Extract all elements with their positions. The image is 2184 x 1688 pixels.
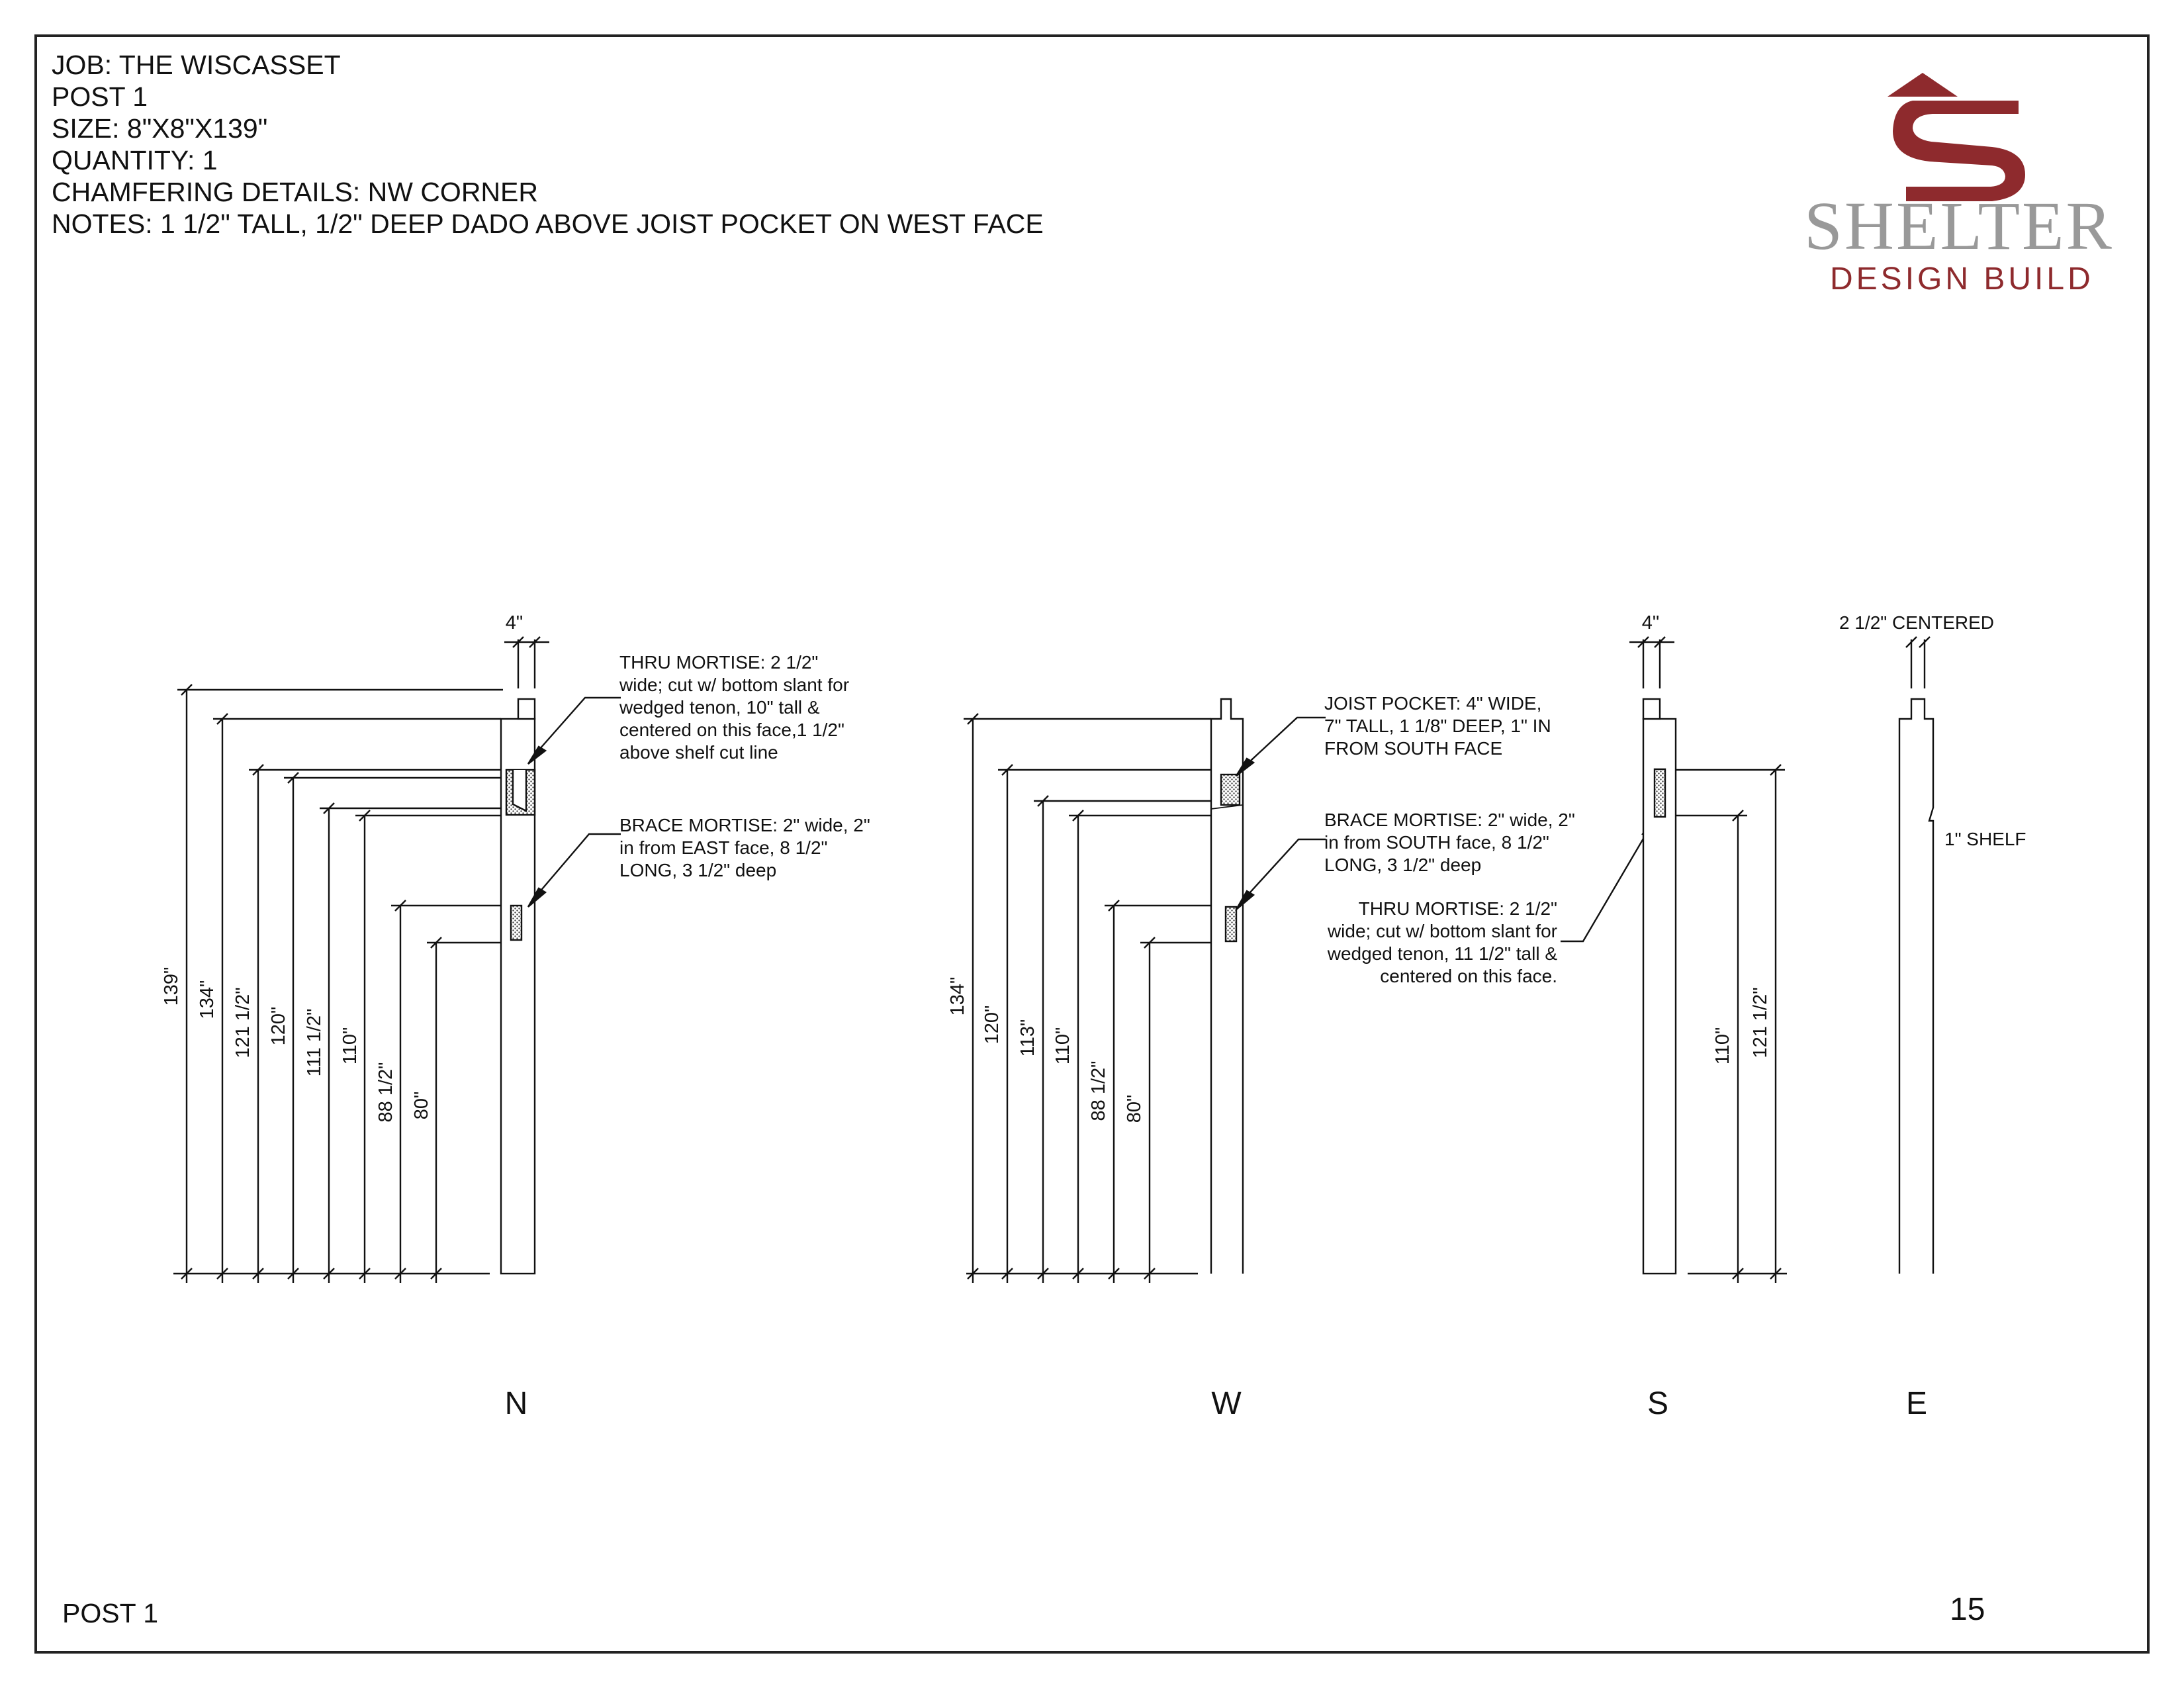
svg-text:JOIST POCKET: 4" WIDE,: JOIST POCKET: 4" WIDE, — [1324, 693, 1542, 714]
view-label-s: S — [1647, 1386, 1669, 1421]
w-dim-0: 134" — [947, 976, 968, 1016]
s-note-thru-mortise — [1327, 898, 1558, 986]
logo-subtitle: DESIGN BUILD — [1830, 261, 2094, 297]
svg-text:in from EAST face, 8 1/2": in from EAST face, 8 1/2" — [619, 837, 828, 858]
w-dim-5: 80" — [1124, 1094, 1145, 1123]
svg-text:in from SOUTH face, 8 1/2": in from SOUTH face, 8 1/2" — [1324, 832, 1549, 853]
svg-text:centered on this face,1 1/2": centered on this face,1 1/2" — [619, 720, 844, 740]
notes-line: NOTES: 1 1/2" TALL, 1/2" DEEP DADO ABOVE JOIST POCKET ON WEST FACE — [52, 209, 1044, 239]
post-w-view — [964, 699, 1660, 1283]
quantity-line: QUANTITY: 1 — [52, 145, 218, 175]
svg-text:above shelf cut line: above shelf cut line — [619, 742, 778, 763]
w-note-brace-mortise — [1324, 810, 1575, 875]
e-shelf-note: 1" SHELF — [1944, 829, 2026, 849]
svg-text:centered on this face.: centered on this face. — [1380, 966, 1557, 986]
svg-text:FROM SOUTH FACE: FROM SOUTH FACE — [1324, 738, 1503, 759]
job-line: JOB: THE WISCASSET — [52, 50, 341, 80]
post-line: POST 1 — [52, 81, 148, 112]
s-dim-1: 121 1/2" — [1750, 987, 1771, 1058]
n-dim-4: 111 1/2" — [304, 1008, 325, 1077]
post-s-view — [1629, 637, 1787, 1283]
svg-text:wide; cut w/ bottom slant for: wide; cut w/ bottom slant for — [619, 675, 850, 695]
w-dim-2: 113" — [1017, 1019, 1038, 1057]
n-width-dim: 4" — [505, 612, 523, 633]
n-dim-6: 88 1/2" — [375, 1062, 396, 1123]
svg-text:LONG, 3 1/2" deep: LONG, 3 1/2" deep — [1324, 855, 1482, 875]
s-width-dim: 4" — [1641, 612, 1660, 633]
n-dim-0: 139" — [161, 966, 182, 1006]
n-dim-2: 121 1/2" — [232, 987, 253, 1058]
page-number: 15 — [1950, 1592, 1985, 1627]
w-note-joist-pocket — [1324, 693, 1551, 759]
svg-text:THRU MORTISE: 2 1/2": THRU MORTISE: 2 1/2" — [1358, 898, 1557, 919]
svg-text:BRACE MORTISE: 2" wide, 2": BRACE MORTISE: 2" wide, 2" — [1324, 810, 1575, 830]
e-top-note: 2 1/2" CENTERED — [1839, 612, 1995, 633]
n-dim-5: 110" — [340, 1027, 361, 1065]
view-label-w: W — [1211, 1386, 1242, 1421]
w-dim-1: 120" — [981, 1005, 1003, 1045]
svg-text:wedged tenon, 11 1/2" tall &: wedged tenon, 11 1/2" tall & — [1327, 943, 1557, 964]
w-dim-4: 88 1/2" — [1088, 1060, 1109, 1121]
s-dim-0: 110" — [1712, 1027, 1733, 1065]
svg-text:LONG, 3 1/2" deep: LONG, 3 1/2" deep — [619, 860, 777, 880]
svg-text:wedged tenon, 10" tall &: wedged tenon, 10" tall & — [619, 697, 820, 718]
svg-text:BRACE MORTISE: 2" wide, 2": BRACE MORTISE: 2" wide, 2" — [619, 815, 870, 835]
post-n-view — [173, 637, 621, 1283]
footer-post: POST 1 — [62, 1598, 159, 1628]
w-dim-3: 110" — [1052, 1027, 1073, 1065]
n-note-brace-mortise — [619, 815, 870, 880]
logo-wordmark: SHELTER — [1804, 188, 2114, 264]
view-label-e: E — [1905, 1386, 1928, 1421]
svg-text:THRU MORTISE: 2 1/2": THRU MORTISE: 2 1/2" — [619, 652, 819, 673]
post-e-view — [1899, 637, 1933, 1274]
n-dim-1: 134" — [197, 980, 218, 1019]
n-dim-3: 120" — [268, 1006, 289, 1046]
view-label-n: N — [504, 1386, 528, 1421]
size-line: SIZE: 8"X8"X139" — [52, 113, 268, 144]
chamfering-line: CHAMFERING DETAILS: NW CORNER — [52, 177, 538, 207]
svg-text:7" TALL, 1 1/8" DEEP, 1" IN: 7" TALL, 1 1/8" DEEP, 1" IN — [1324, 716, 1551, 736]
n-dim-7: 80" — [411, 1091, 432, 1120]
svg-text:wide; cut w/ bottom slant for: wide; cut w/ bottom slant for — [1327, 921, 1557, 941]
n-note-thru-mortise — [619, 652, 849, 763]
